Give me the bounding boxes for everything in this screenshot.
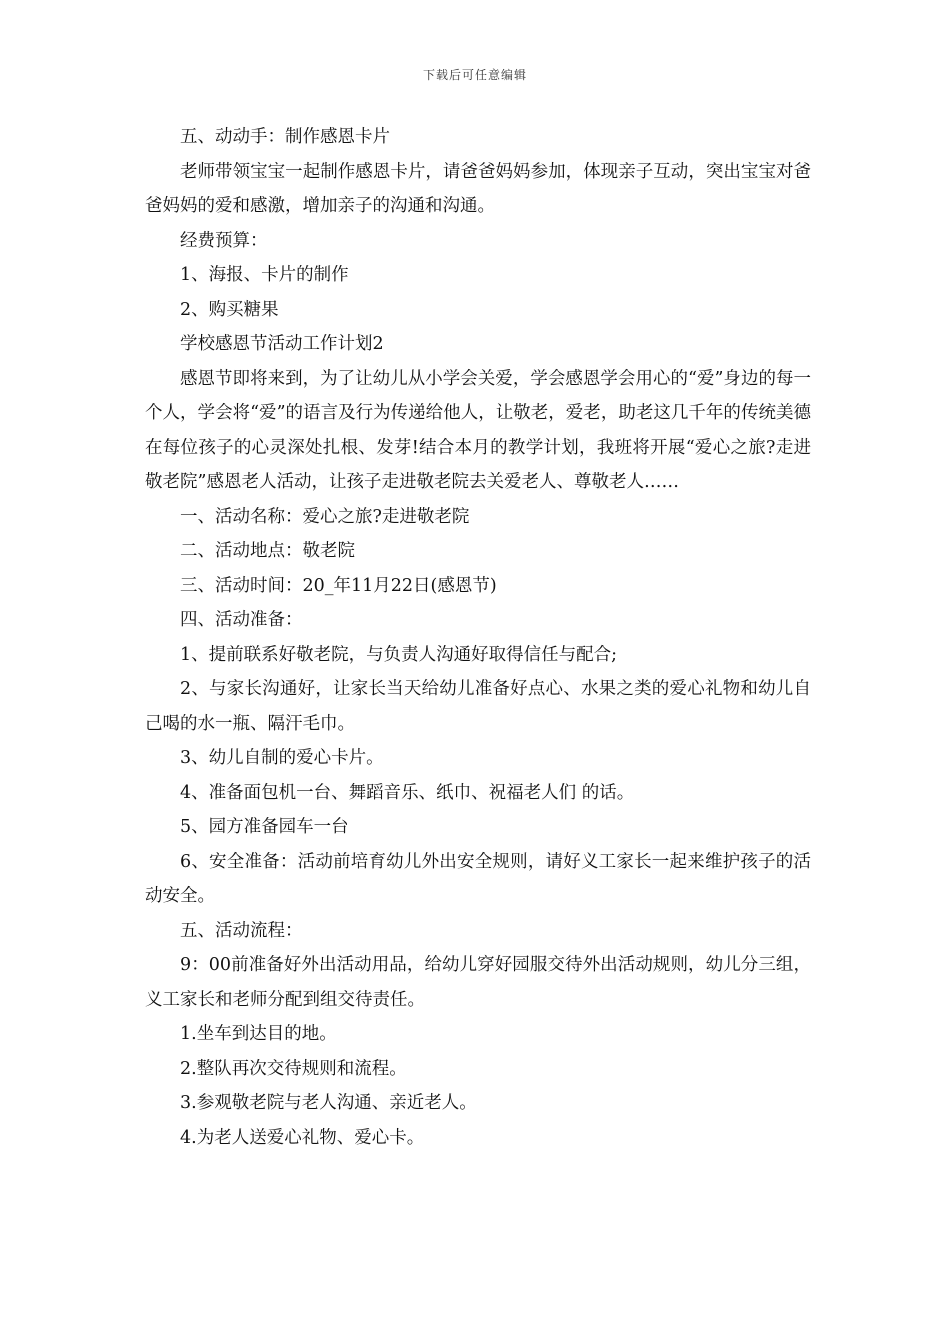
paragraph: 老师带领宝宝一起制作感恩卡片，请爸爸妈妈参加，体现亲子互动，突出宝宝对爸爸妈妈的爱和感激，增加亲子的沟通和沟通。 [145,161,811,216]
paragraph: 2、购买糖果 [180,299,279,320]
paragraph: 6、安全准备：活动前培育幼儿外出安全规则，请好义工家长一起来维护孩子的活动安全。 [145,851,811,906]
paragraph: 二、活动地点：敬老院 [180,541,355,561]
paragraph: 感恩节即将来到，为了让幼儿从小学会关爱，学会感恩学会用心的“爱”身边的每一个人，学会将“爱”的语言及行为传递给他人，让敬老，爱老，助老这几千年的传统美德在每位孩子的心灵深处扎根、发芽!结合本月的教学计划，我班将开展“爱心之旅?走进敬老院”感恩老人活动，让孩子走进敬老院去关爱老人、尊敬老人…… [145,368,811,492]
paragraph: 5、园方准备园车一台 [180,817,349,837]
paragraph: 1、海报、卡片的制作 [180,265,349,285]
section-title: 学校感恩节活动工作计划2 [180,334,384,354]
paragraph: 经费预算： [180,230,268,251]
paragraph: 2.整队再次交待规则和流程。 [180,1058,407,1079]
paragraph: 三、活动时间：20_年11月22日(感恩节) [180,575,497,596]
paragraph: 1、提前联系好敬老院，与负责人沟通好取得信任与配合; [180,644,618,665]
header-note: 下载后可任意编辑 [422,68,527,82]
paragraph: 四、活动准备： [180,610,303,630]
paragraph: 9：00前准备好外出活动用品，给幼儿穿好园服交待外出活动规则，幼儿分三组，义工家长和老师分配到组交待责任。 [145,955,811,1010]
paragraph: 3.参观敬老院与老人沟通、亲近老人。 [180,1093,477,1113]
paragraph: 五、动动手：制作感恩卡片 [180,127,390,147]
paragraph: 3、幼儿自制的爱心卡片。 [180,748,384,768]
paragraph: 4、准备面包机一台、舞蹈音乐、纸巾、祝福老人们 的话。 [180,782,635,803]
paragraph: 2、与家长沟通好，让家长当天给幼儿准备好点心、水果之类的爱心礼物和幼儿自己喝的水一瓶、隔汗毛巾。 [145,679,811,734]
paragraph: 4.为老人送爱心礼物、爱心卡。 [180,1127,425,1148]
paragraph: 五、活动流程： [180,920,303,941]
document-body [145,120,811,1155]
paragraph: 一、活动名称：爱心之旅?走进敬老院 [180,506,470,527]
paragraph: 1.坐车到达目的地。 [180,1024,337,1044]
